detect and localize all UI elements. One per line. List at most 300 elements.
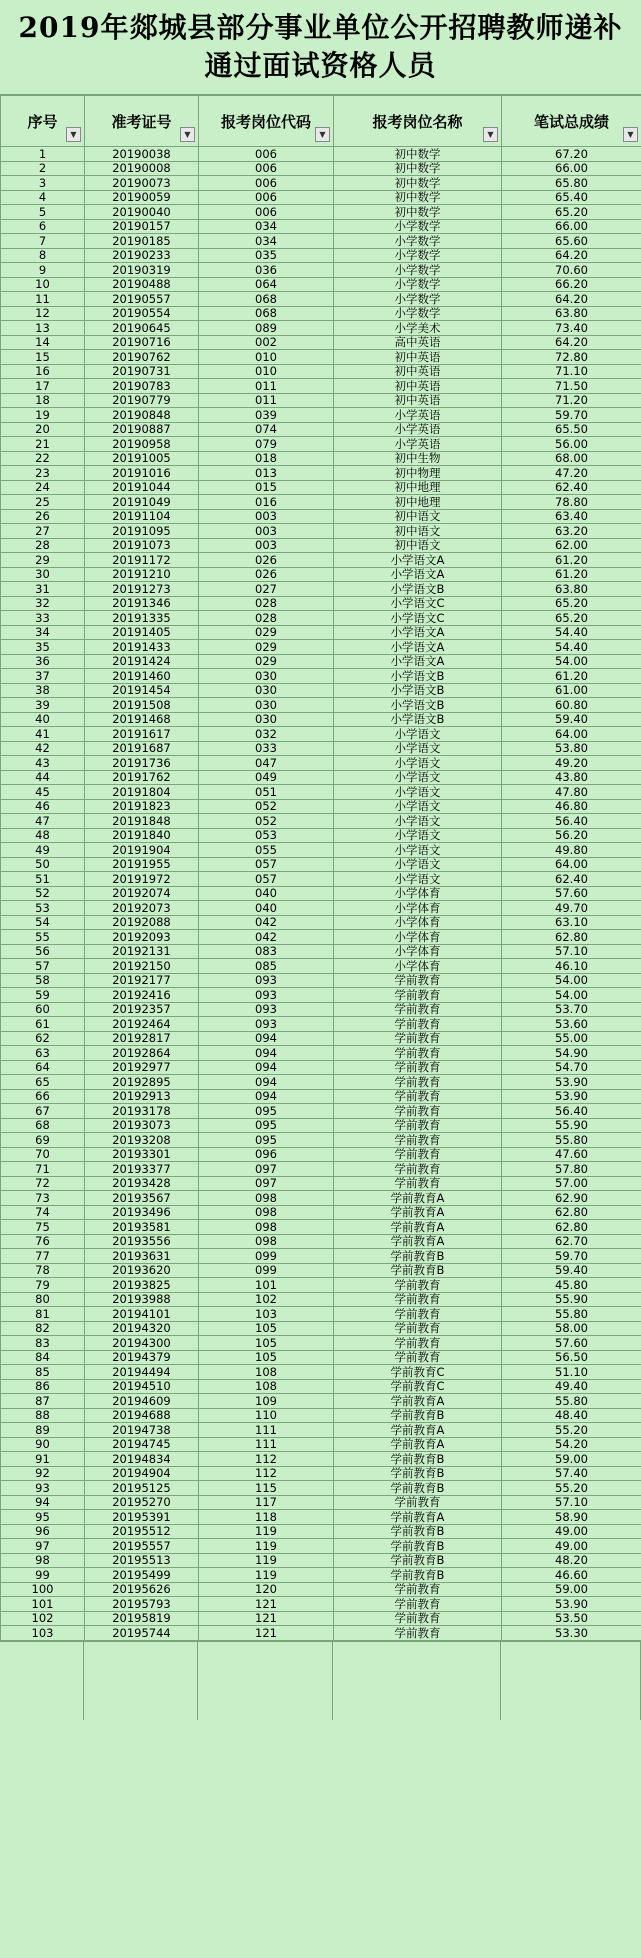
cell-post-code[interactable]: 083 (199, 944, 334, 959)
cell-index[interactable]: 100 (1, 1582, 85, 1597)
cell-post-name[interactable]: 小学数学 (334, 219, 502, 234)
cell-post-name[interactable]: 初中物理 (334, 466, 502, 481)
cell-index[interactable]: 90 (1, 1437, 85, 1452)
cell-index[interactable]: 16 (1, 364, 85, 379)
cell-index[interactable]: 46 (1, 799, 85, 814)
cell-exam-id[interactable]: 20195557 (85, 1539, 199, 1554)
cell-post-name[interactable]: 小学语文 (334, 727, 502, 742)
cell-exam-id[interactable]: 20195512 (85, 1524, 199, 1539)
cell-exam-id[interactable]: 20192895 (85, 1075, 199, 1090)
cell-index[interactable]: 62 (1, 1031, 85, 1046)
cell-index[interactable]: 61 (1, 1017, 85, 1032)
cell-exam-id[interactable]: 20194101 (85, 1307, 199, 1322)
cell-score[interactable]: 57.00 (502, 1176, 641, 1191)
cell-score[interactable]: 62.00 (502, 538, 641, 553)
cell-post-name[interactable]: 小学体育 (334, 901, 502, 916)
cell-exam-id[interactable]: 20193631 (85, 1249, 199, 1264)
cell-post-code[interactable]: 026 (199, 553, 334, 568)
cell-score[interactable]: 78.80 (502, 495, 641, 510)
cell-index[interactable]: 51 (1, 872, 85, 887)
cell-score[interactable]: 61.00 (502, 683, 641, 698)
cell-post-code[interactable]: 111 (199, 1423, 334, 1438)
cell-exam-id[interactable]: 20192073 (85, 901, 199, 916)
cell-index[interactable]: 83 (1, 1336, 85, 1351)
cell-index[interactable]: 74 (1, 1205, 85, 1220)
cell-post-code[interactable]: 096 (199, 1147, 334, 1162)
cell-post-name[interactable]: 小学语文B (334, 683, 502, 698)
cell-index[interactable]: 99 (1, 1568, 85, 1583)
cell-score[interactable]: 47.20 (502, 466, 641, 481)
cell-post-name[interactable]: 学前教育 (334, 1292, 502, 1307)
cell-post-name[interactable]: 小学语文C (334, 596, 502, 611)
cell-post-code[interactable]: 105 (199, 1336, 334, 1351)
cell-post-code[interactable]: 040 (199, 886, 334, 901)
cell-post-name[interactable]: 学前教育 (334, 1495, 502, 1510)
cell-exam-id[interactable]: 20192817 (85, 1031, 199, 1046)
cell-score[interactable]: 66.20 (502, 277, 641, 292)
cell-exam-id[interactable]: 20191508 (85, 698, 199, 713)
cell-score[interactable]: 65.60 (502, 234, 641, 249)
cell-index[interactable]: 67 (1, 1104, 85, 1119)
cell-index[interactable]: 5 (1, 205, 85, 220)
cell-post-code[interactable]: 035 (199, 248, 334, 263)
cell-post-name[interactable]: 初中英语 (334, 350, 502, 365)
cell-exam-id[interactable]: 20190783 (85, 379, 199, 394)
cell-score[interactable]: 57.60 (502, 886, 641, 901)
cell-post-name[interactable]: 初中数学 (334, 147, 502, 162)
cell-score[interactable]: 73.40 (502, 321, 641, 336)
cell-exam-id[interactable]: 20195270 (85, 1495, 199, 1510)
cell-post-code[interactable]: 110 (199, 1408, 334, 1423)
cell-index[interactable]: 58 (1, 973, 85, 988)
cell-score[interactable]: 57.80 (502, 1162, 641, 1177)
cell-post-name[interactable]: 小学美术 (334, 321, 502, 336)
cell-exam-id[interactable]: 20192131 (85, 944, 199, 959)
cell-score[interactable]: 63.80 (502, 306, 641, 321)
cell-post-name[interactable]: 初中英语 (334, 379, 502, 394)
cell-exam-id[interactable]: 20190040 (85, 205, 199, 220)
cell-post-code[interactable]: 094 (199, 1060, 334, 1075)
cell-score[interactable]: 61.20 (502, 669, 641, 684)
cell-score[interactable]: 55.00 (502, 1031, 641, 1046)
cell-post-code[interactable]: 034 (199, 234, 334, 249)
cell-exam-id[interactable]: 20191104 (85, 509, 199, 524)
cell-post-code[interactable]: 119 (199, 1524, 334, 1539)
cell-post-code[interactable]: 028 (199, 596, 334, 611)
cell-exam-id[interactable]: 20191804 (85, 785, 199, 800)
cell-post-code[interactable]: 029 (199, 654, 334, 669)
cell-score[interactable]: 62.40 (502, 480, 641, 495)
cell-score[interactable]: 46.80 (502, 799, 641, 814)
cell-post-code[interactable]: 111 (199, 1437, 334, 1452)
cell-post-name[interactable]: 初中数学 (334, 176, 502, 191)
cell-score[interactable]: 63.20 (502, 524, 641, 539)
cell-exam-id[interactable]: 20191346 (85, 596, 199, 611)
cell-exam-id[interactable]: 20195391 (85, 1510, 199, 1525)
cell-post-code[interactable]: 011 (199, 393, 334, 408)
cell-exam-id[interactable]: 20193178 (85, 1104, 199, 1119)
cell-post-name[interactable]: 小学语文 (334, 799, 502, 814)
cell-post-name[interactable]: 学前教育B (334, 1539, 502, 1554)
cell-exam-id[interactable]: 20191405 (85, 625, 199, 640)
cell-score[interactable]: 43.80 (502, 770, 641, 785)
cell-index[interactable]: 56 (1, 944, 85, 959)
cell-exam-id[interactable]: 20190008 (85, 161, 199, 176)
cell-post-code[interactable]: 042 (199, 915, 334, 930)
cell-index[interactable]: 41 (1, 727, 85, 742)
cell-exam-id[interactable]: 20190233 (85, 248, 199, 263)
cell-post-code[interactable]: 098 (199, 1205, 334, 1220)
cell-post-code[interactable]: 109 (199, 1394, 334, 1409)
cell-exam-id[interactable]: 20190645 (85, 321, 199, 336)
cell-score[interactable]: 49.70 (502, 901, 641, 916)
cell-index[interactable]: 8 (1, 248, 85, 263)
cell-post-name[interactable]: 初中地理 (334, 495, 502, 510)
cell-post-code[interactable]: 121 (199, 1611, 334, 1626)
cell-post-name[interactable]: 学前教育 (334, 1162, 502, 1177)
cell-post-name[interactable]: 小学英语 (334, 408, 502, 423)
cell-index[interactable]: 10 (1, 277, 85, 292)
cell-post-name[interactable]: 学前教育B (334, 1481, 502, 1496)
cell-post-name[interactable]: 初中语文 (334, 524, 502, 539)
cell-post-code[interactable]: 112 (199, 1466, 334, 1481)
cell-index[interactable]: 28 (1, 538, 85, 553)
cell-index[interactable]: 79 (1, 1278, 85, 1293)
cell-post-code[interactable]: 030 (199, 683, 334, 698)
cell-exam-id[interactable]: 20194494 (85, 1365, 199, 1380)
cell-index[interactable]: 7 (1, 234, 85, 249)
cell-post-name[interactable]: 学前教育 (334, 1046, 502, 1061)
cell-post-name[interactable]: 初中地理 (334, 480, 502, 495)
cell-exam-id[interactable]: 20191460 (85, 669, 199, 684)
cell-exam-id[interactable]: 20192416 (85, 988, 199, 1003)
cell-post-code[interactable]: 042 (199, 930, 334, 945)
filter-dropdown-icon[interactable]: ▼ (180, 127, 195, 142)
cell-post-code[interactable]: 099 (199, 1249, 334, 1264)
cell-post-code[interactable]: 098 (199, 1220, 334, 1235)
cell-score[interactable]: 63.80 (502, 582, 641, 597)
cell-index[interactable]: 64 (1, 1060, 85, 1075)
cell-post-name[interactable]: 学前教育 (334, 1597, 502, 1612)
cell-index[interactable]: 55 (1, 930, 85, 945)
cell-index[interactable]: 78 (1, 1263, 85, 1278)
cell-exam-id[interactable]: 20193581 (85, 1220, 199, 1235)
cell-post-code[interactable]: 093 (199, 973, 334, 988)
cell-post-code[interactable]: 068 (199, 306, 334, 321)
cell-index[interactable]: 29 (1, 553, 85, 568)
cell-exam-id[interactable]: 20191424 (85, 654, 199, 669)
cell-score[interactable]: 71.50 (502, 379, 641, 394)
cell-index[interactable]: 23 (1, 466, 85, 481)
cell-score[interactable]: 55.20 (502, 1481, 641, 1496)
cell-exam-id[interactable]: 20192150 (85, 959, 199, 974)
cell-post-code[interactable]: 121 (199, 1626, 334, 1641)
cell-score[interactable]: 56.50 (502, 1350, 641, 1365)
cell-index[interactable]: 6 (1, 219, 85, 234)
cell-post-code[interactable]: 101 (199, 1278, 334, 1293)
cell-post-name[interactable]: 小学语文C (334, 611, 502, 626)
cell-exam-id[interactable]: 20191005 (85, 451, 199, 466)
cell-score[interactable]: 55.80 (502, 1394, 641, 1409)
cell-post-name[interactable]: 小学体育 (334, 944, 502, 959)
cell-post-name[interactable]: 学前教育B (334, 1452, 502, 1467)
cell-index[interactable]: 19 (1, 408, 85, 423)
cell-post-code[interactable]: 098 (199, 1234, 334, 1249)
cell-post-code[interactable]: 034 (199, 219, 334, 234)
cell-exam-id[interactable]: 20193208 (85, 1133, 199, 1148)
cell-post-name[interactable]: 初中数学 (334, 161, 502, 176)
cell-post-code[interactable]: 112 (199, 1452, 334, 1467)
cell-exam-id[interactable]: 20193620 (85, 1263, 199, 1278)
cell-post-code[interactable]: 093 (199, 1017, 334, 1032)
cell-post-name[interactable]: 学前教育 (334, 1133, 502, 1148)
cell-exam-id[interactable]: 20190038 (85, 147, 199, 162)
cell-post-name[interactable]: 学前教育 (334, 1075, 502, 1090)
cell-index[interactable]: 33 (1, 611, 85, 626)
cell-post-code[interactable]: 117 (199, 1495, 334, 1510)
cell-exam-id[interactable]: 20194300 (85, 1336, 199, 1351)
cell-post-code[interactable]: 120 (199, 1582, 334, 1597)
cell-post-code[interactable]: 052 (199, 799, 334, 814)
cell-index[interactable]: 53 (1, 901, 85, 916)
filter-dropdown-icon[interactable]: ▼ (66, 127, 81, 142)
cell-post-name[interactable]: 学前教育 (334, 1336, 502, 1351)
cell-post-code[interactable]: 047 (199, 756, 334, 771)
cell-exam-id[interactable]: 20190488 (85, 277, 199, 292)
cell-score[interactable]: 66.00 (502, 219, 641, 234)
cell-index[interactable]: 1 (1, 147, 85, 162)
cell-post-code[interactable]: 055 (199, 843, 334, 858)
cell-score[interactable]: 51.10 (502, 1365, 641, 1380)
cell-index[interactable]: 21 (1, 437, 85, 452)
cell-score[interactable]: 49.00 (502, 1539, 641, 1554)
cell-index[interactable]: 96 (1, 1524, 85, 1539)
cell-post-name[interactable]: 小学数学 (334, 263, 502, 278)
cell-score[interactable]: 62.80 (502, 930, 641, 945)
cell-post-code[interactable]: 016 (199, 495, 334, 510)
cell-post-name[interactable]: 初中英语 (334, 364, 502, 379)
cell-post-name[interactable]: 初中英语 (334, 393, 502, 408)
cell-score[interactable]: 53.90 (502, 1075, 641, 1090)
cell-score[interactable]: 62.40 (502, 872, 641, 887)
cell-post-code[interactable]: 028 (199, 611, 334, 626)
cell-exam-id[interactable]: 20190157 (85, 219, 199, 234)
cell-exam-id[interactable]: 20190554 (85, 306, 199, 321)
cell-exam-id[interactable]: 20194320 (85, 1321, 199, 1336)
cell-post-code[interactable]: 099 (199, 1263, 334, 1278)
cell-exam-id[interactable]: 20194379 (85, 1350, 199, 1365)
cell-index[interactable]: 76 (1, 1234, 85, 1249)
cell-index[interactable]: 4 (1, 190, 85, 205)
cell-index[interactable]: 3 (1, 176, 85, 191)
cell-score[interactable]: 54.00 (502, 973, 641, 988)
cell-score[interactable]: 49.00 (502, 1524, 641, 1539)
cell-index[interactable]: 15 (1, 350, 85, 365)
cell-score[interactable]: 53.50 (502, 1611, 641, 1626)
cell-exam-id[interactable]: 20193556 (85, 1234, 199, 1249)
cell-index[interactable]: 85 (1, 1365, 85, 1380)
cell-post-code[interactable]: 089 (199, 321, 334, 336)
cell-post-name[interactable]: 小学数学 (334, 248, 502, 263)
cell-score[interactable]: 53.80 (502, 741, 641, 756)
cell-post-code[interactable]: 064 (199, 277, 334, 292)
cell-post-name[interactable]: 初中语文 (334, 538, 502, 553)
cell-index[interactable]: 54 (1, 915, 85, 930)
cell-post-name[interactable]: 小学语文B (334, 582, 502, 597)
cell-post-name[interactable]: 小学语文 (334, 872, 502, 887)
cell-post-code[interactable]: 002 (199, 335, 334, 350)
cell-post-name[interactable]: 小学语文A (334, 567, 502, 582)
cell-score[interactable]: 53.30 (502, 1626, 641, 1641)
cell-score[interactable]: 56.40 (502, 1104, 641, 1119)
cell-index[interactable]: 42 (1, 741, 85, 756)
cell-post-name[interactable]: 学前教育 (334, 1017, 502, 1032)
cell-exam-id[interactable]: 20193496 (85, 1205, 199, 1220)
cell-post-code[interactable]: 119 (199, 1568, 334, 1583)
cell-score[interactable]: 59.00 (502, 1582, 641, 1597)
cell-post-code[interactable]: 013 (199, 466, 334, 481)
cell-exam-id[interactable]: 20195744 (85, 1626, 199, 1641)
cell-post-code[interactable]: 010 (199, 350, 334, 365)
cell-post-code[interactable]: 006 (199, 190, 334, 205)
cell-post-name[interactable]: 学前教育A (334, 1220, 502, 1235)
cell-post-name[interactable]: 学前教育 (334, 1060, 502, 1075)
cell-index[interactable]: 97 (1, 1539, 85, 1554)
cell-post-name[interactable]: 学前教育 (334, 1582, 502, 1597)
cell-exam-id[interactable]: 20192464 (85, 1017, 199, 1032)
cell-post-code[interactable]: 095 (199, 1118, 334, 1133)
cell-post-name[interactable]: 初中数学 (334, 205, 502, 220)
cell-post-name[interactable]: 学前教育 (334, 1089, 502, 1104)
cell-post-name[interactable]: 学前教育A (334, 1394, 502, 1409)
cell-post-code[interactable]: 052 (199, 814, 334, 829)
cell-post-name[interactable]: 小学语文A (334, 553, 502, 568)
cell-exam-id[interactable]: 20190958 (85, 437, 199, 452)
cell-index[interactable]: 73 (1, 1191, 85, 1206)
cell-exam-id[interactable]: 20193301 (85, 1147, 199, 1162)
cell-score[interactable]: 48.40 (502, 1408, 641, 1423)
cell-post-code[interactable]: 108 (199, 1365, 334, 1380)
cell-index[interactable]: 45 (1, 785, 85, 800)
cell-index[interactable]: 31 (1, 582, 85, 597)
cell-post-name[interactable]: 初中生物 (334, 451, 502, 466)
cell-exam-id[interactable]: 20191687 (85, 741, 199, 756)
cell-post-code[interactable]: 003 (199, 509, 334, 524)
cell-score[interactable]: 65.80 (502, 176, 641, 191)
cell-post-name[interactable]: 学前教育 (334, 1031, 502, 1046)
cell-exam-id[interactable]: 20190762 (85, 350, 199, 365)
cell-index[interactable]: 65 (1, 1075, 85, 1090)
cell-post-code[interactable]: 094 (199, 1075, 334, 1090)
cell-score[interactable]: 71.10 (502, 364, 641, 379)
cell-score[interactable]: 49.40 (502, 1379, 641, 1394)
cell-post-code[interactable]: 015 (199, 480, 334, 495)
cell-index[interactable]: 60 (1, 1002, 85, 1017)
cell-score[interactable]: 54.40 (502, 640, 641, 655)
cell-post-code[interactable]: 068 (199, 292, 334, 307)
cell-post-name[interactable]: 小学体育 (334, 915, 502, 930)
cell-score[interactable]: 59.70 (502, 408, 641, 423)
cell-post-name[interactable]: 学前教育B (334, 1524, 502, 1539)
cell-post-code[interactable]: 093 (199, 988, 334, 1003)
cell-index[interactable]: 57 (1, 959, 85, 974)
cell-post-code[interactable]: 093 (199, 1002, 334, 1017)
cell-index[interactable]: 43 (1, 756, 85, 771)
cell-exam-id[interactable]: 20190059 (85, 190, 199, 205)
cell-post-name[interactable]: 小学语文A (334, 654, 502, 669)
filter-dropdown-icon[interactable]: ▼ (483, 127, 498, 142)
cell-exam-id[interactable]: 20191049 (85, 495, 199, 510)
cell-score[interactable]: 47.80 (502, 785, 641, 800)
cell-score[interactable]: 59.00 (502, 1452, 641, 1467)
cell-post-code[interactable]: 094 (199, 1031, 334, 1046)
cell-post-code[interactable]: 030 (199, 698, 334, 713)
cell-index[interactable]: 11 (1, 292, 85, 307)
cell-post-code[interactable]: 095 (199, 1104, 334, 1119)
cell-post-name[interactable]: 小学语文A (334, 640, 502, 655)
cell-exam-id[interactable]: 20191972 (85, 872, 199, 887)
cell-score[interactable]: 49.20 (502, 756, 641, 771)
cell-post-code[interactable]: 006 (199, 205, 334, 220)
cell-index[interactable]: 27 (1, 524, 85, 539)
cell-score[interactable]: 45.80 (502, 1278, 641, 1293)
cell-post-name[interactable]: 小学语文 (334, 828, 502, 843)
cell-score[interactable]: 61.20 (502, 553, 641, 568)
cell-exam-id[interactable]: 20190731 (85, 364, 199, 379)
cell-score[interactable]: 67.20 (502, 147, 641, 162)
cell-index[interactable]: 70 (1, 1147, 85, 1162)
cell-exam-id[interactable]: 20191736 (85, 756, 199, 771)
cell-exam-id[interactable]: 20190319 (85, 263, 199, 278)
cell-post-code[interactable]: 121 (199, 1597, 334, 1612)
cell-post-code[interactable]: 040 (199, 901, 334, 916)
cell-exam-id[interactable]: 20191073 (85, 538, 199, 553)
cell-post-name[interactable]: 学前教育 (334, 1002, 502, 1017)
cell-index[interactable]: 59 (1, 988, 85, 1003)
cell-score[interactable]: 54.90 (502, 1046, 641, 1061)
cell-post-code[interactable]: 095 (199, 1133, 334, 1148)
cell-score[interactable]: 59.40 (502, 712, 641, 727)
cell-post-name[interactable]: 学前教育 (334, 1104, 502, 1119)
cell-score[interactable]: 70.60 (502, 263, 641, 278)
cell-post-name[interactable]: 小学数学 (334, 277, 502, 292)
cell-index[interactable]: 20 (1, 422, 85, 437)
cell-index[interactable]: 38 (1, 683, 85, 698)
cell-exam-id[interactable]: 20191762 (85, 770, 199, 785)
cell-post-name[interactable]: 学前教育B (334, 1408, 502, 1423)
cell-exam-id[interactable]: 20194904 (85, 1466, 199, 1481)
cell-post-name[interactable]: 学前教育 (334, 1118, 502, 1133)
cell-score[interactable]: 65.50 (502, 422, 641, 437)
cell-index[interactable]: 22 (1, 451, 85, 466)
cell-index[interactable]: 103 (1, 1626, 85, 1641)
cell-exam-id[interactable]: 20191016 (85, 466, 199, 481)
cell-score[interactable]: 65.20 (502, 205, 641, 220)
cell-score[interactable]: 66.00 (502, 161, 641, 176)
cell-exam-id[interactable]: 20190716 (85, 335, 199, 350)
cell-score[interactable]: 71.20 (502, 393, 641, 408)
cell-index[interactable]: 36 (1, 654, 85, 669)
cell-score[interactable]: 55.90 (502, 1118, 641, 1133)
cell-post-name[interactable]: 小学英语 (334, 437, 502, 452)
cell-exam-id[interactable]: 20192088 (85, 915, 199, 930)
cell-exam-id[interactable]: 20192093 (85, 930, 199, 945)
cell-index[interactable]: 37 (1, 669, 85, 684)
cell-index[interactable]: 101 (1, 1597, 85, 1612)
cell-post-name[interactable]: 小学语文 (334, 770, 502, 785)
cell-score[interactable]: 56.00 (502, 437, 641, 452)
cell-post-name[interactable]: 小学语文B (334, 669, 502, 684)
